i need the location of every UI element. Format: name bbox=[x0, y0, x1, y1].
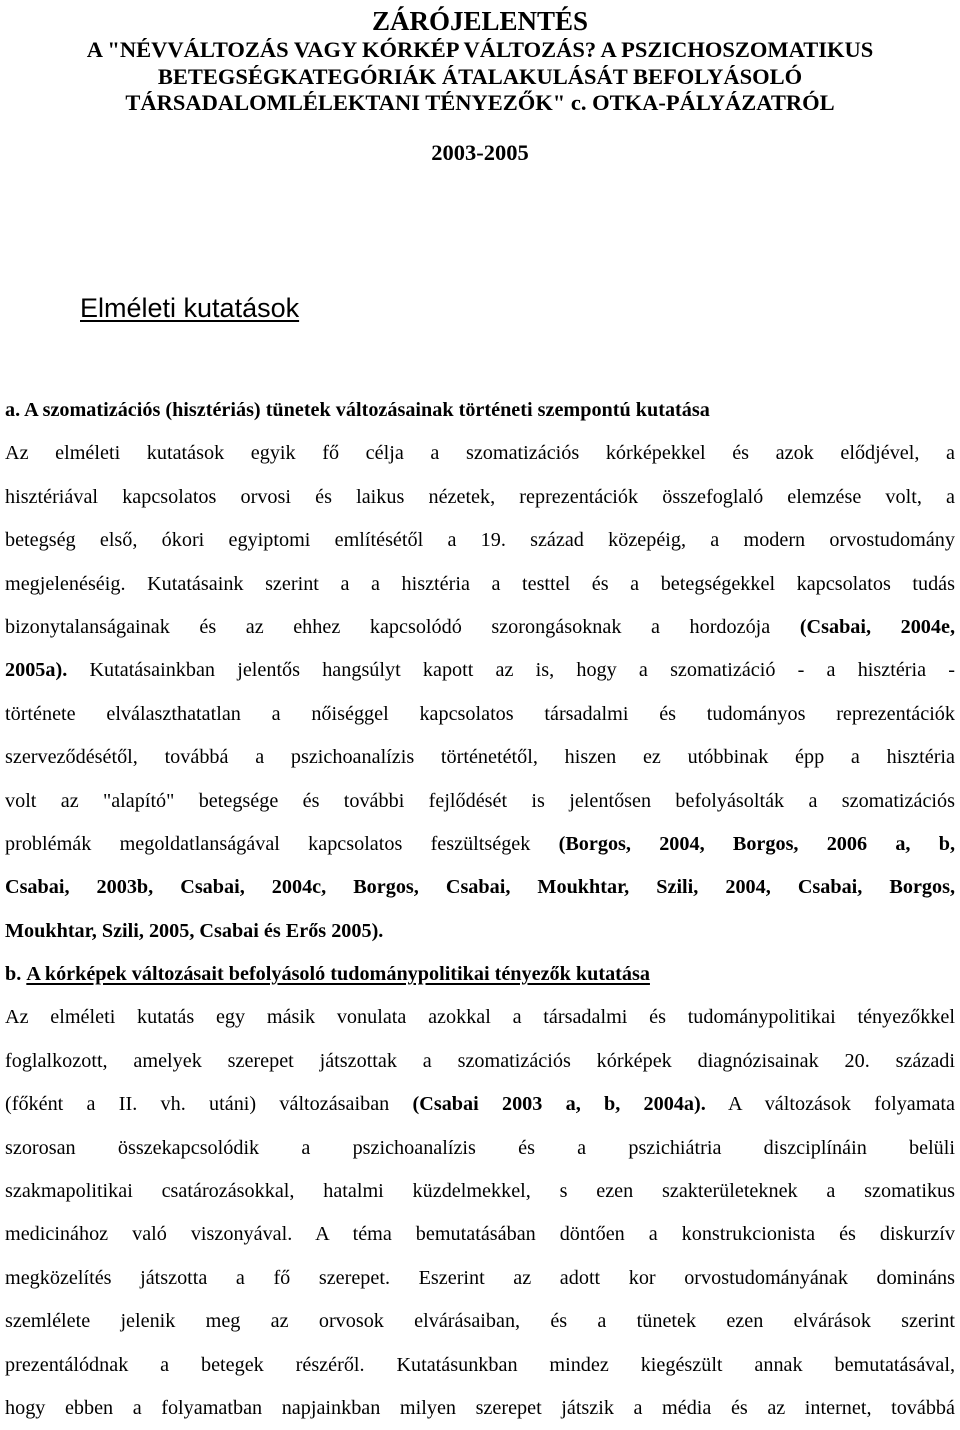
section-b-heading-line bbox=[5, 953, 955, 996]
paragraph-line bbox=[5, 866, 955, 909]
section-b-label: b. bbox=[5, 963, 22, 985]
paragraph-line bbox=[5, 606, 955, 649]
section-b-heading: A kórképek változásait befolyásoló tudománypolitikai tényezők kutatása bbox=[26, 963, 650, 985]
citation: Moukhtar, Szili, 2005, Csabai és Erős 2005). bbox=[5, 919, 384, 942]
report-subtitle-line-1: A "NÉVVÁLTOZÁS VAGY KÓRKÉP VÁLTOZÁS? A PSZICHOSZOMATIKUS bbox=[86, 37, 874, 62]
paragraph-line: medicinához való viszonyával. A téma bemutatásában döntően a konstrukcionista és diskurzív bbox=[5, 1223, 955, 1246]
paragraph-line: foglalkozott, amelyek szerepet játszottak a szomatizációs kórképek diagnózisainak 20. századi bbox=[5, 1049, 955, 1072]
paragraph-line: szemlélete jelenik meg az orvosok elvárásaiban, és a tünetek ezen elvárások szerint bbox=[5, 1310, 955, 1333]
report-subtitle-line-3: TÁRSADALOMLÉLEKTANI TÉNYEZŐK" c. OTKA-PÁLYÁZATRÓL bbox=[125, 90, 835, 115]
paragraph-line: szakmapolitikai csatározásokkal, hatalmi küzdelmekkel, s ezen szakterületeknek a szomatikus bbox=[5, 1179, 955, 1202]
paragraph-line: hisztériával kapcsolatos orvosi és laikus nézetek, reprezentációk összefoglaló elemzése volt, a bbox=[5, 485, 955, 508]
paragraph-text: bizonytalanságainak és az ehhez kapcsolódó szorongásoknak a hordozója bbox=[5, 615, 771, 638]
section-heading-theoretical-research: Elméleti kutatások bbox=[80, 293, 300, 323]
paragraph-line: megjelenéséig. Kutatásaink szerint a a hisztéria a testtel és a betegségekkel kapcsolatos tudás bbox=[5, 572, 955, 595]
paragraph-line bbox=[5, 823, 955, 866]
paragraph-line bbox=[5, 1083, 955, 1126]
paragraph-line: megközelítés játszotta a fő szerepet. Eszerint az adott kor orvostudományának domináns bbox=[5, 1266, 955, 1289]
paragraph-line bbox=[5, 649, 955, 692]
paragraph-line: hogy ebben a folyamatban napjainkban milyen szerepet játszik a média és az internet, továbbá bbox=[5, 1396, 955, 1419]
paragraph-line: betegség első, ókori egyiptomi említésétől a 19. század közepéig, a modern orvostudomány bbox=[5, 529, 955, 552]
citation: (Csabai, 2004e, bbox=[799, 615, 955, 638]
report-years: 2003-2005 bbox=[431, 139, 529, 165]
paragraph-line: szorosan összekapcsolódik a pszichoanalízis és a pszichiátria diszciplínáin belüli bbox=[5, 1136, 955, 1159]
citation: Csabai, 2003b, Csabai, 2004c, Borgos, Csabai, Moukhtar, Szili, 2004, Csabai, Borgos, bbox=[5, 876, 955, 899]
paragraph-text: (főként a II. vh. utáni) változásaiban bbox=[5, 1093, 390, 1116]
paragraph-line: Az elméleti kutatás egy másik vonulata azokkal a társadalmi és tudománypolitikai tényezőkkel bbox=[5, 1006, 955, 1029]
paragraph-line bbox=[5, 910, 955, 953]
paragraph-line: Az elméleti kutatások egyik fő célja a szomatizációs kórképekkel és azok elődjével, a bbox=[5, 442, 955, 465]
section-a-heading: a. A szomatizációs (hisztériás) tünetek változásainak történeti szempontú kutatása bbox=[5, 399, 710, 421]
paragraph-line: szerveződésétől, továbbá a pszichoanalízis történetétől, hiszen ez utóbbinak épp a hisztéria bbox=[5, 746, 955, 769]
report-subtitle-line-2: BETEGSÉGKATEGÓRIÁK ÁTALAKULÁSÁT BEFOLYÁSOLÓ bbox=[157, 63, 803, 89]
section-a-body bbox=[5, 389, 955, 953]
report-title: ZÁRÓJELENTÉS bbox=[371, 6, 589, 36]
section-b-body bbox=[5, 953, 955, 1430]
paragraph-line: volt az "alapító" betegsége és további fejlődését is jelentősen befolyásolták a szomatizációs bbox=[5, 789, 955, 812]
citation: (Csabai 2003 a, b, 2004a). bbox=[412, 1093, 706, 1116]
paragraph-text: A változások folyamata bbox=[727, 1093, 956, 1116]
citation: (Borgos, 2004, Borgos, 2006 a, b, bbox=[558, 832, 956, 855]
paragraph-text: problémák megoldatlanságával kapcsolatos feszültségek bbox=[5, 832, 531, 855]
paragraph-line: története elválaszthatatlan a nőiséggel kapcsolatos társadalmi és tudományos reprezentációk bbox=[5, 702, 955, 725]
paragraph-text: Kutatásainkban jelentős hangsúlyt kapott az is, hogy a szomatizáció - a hisztéria - bbox=[89, 659, 956, 682]
citation: 2005a). bbox=[5, 659, 68, 682]
report-header bbox=[0, 6, 960, 166]
paragraph-line: prezentálódnak a betegek részéről. Kutatásunkban mindez kiegészült annak bemutatásával, bbox=[5, 1353, 955, 1376]
